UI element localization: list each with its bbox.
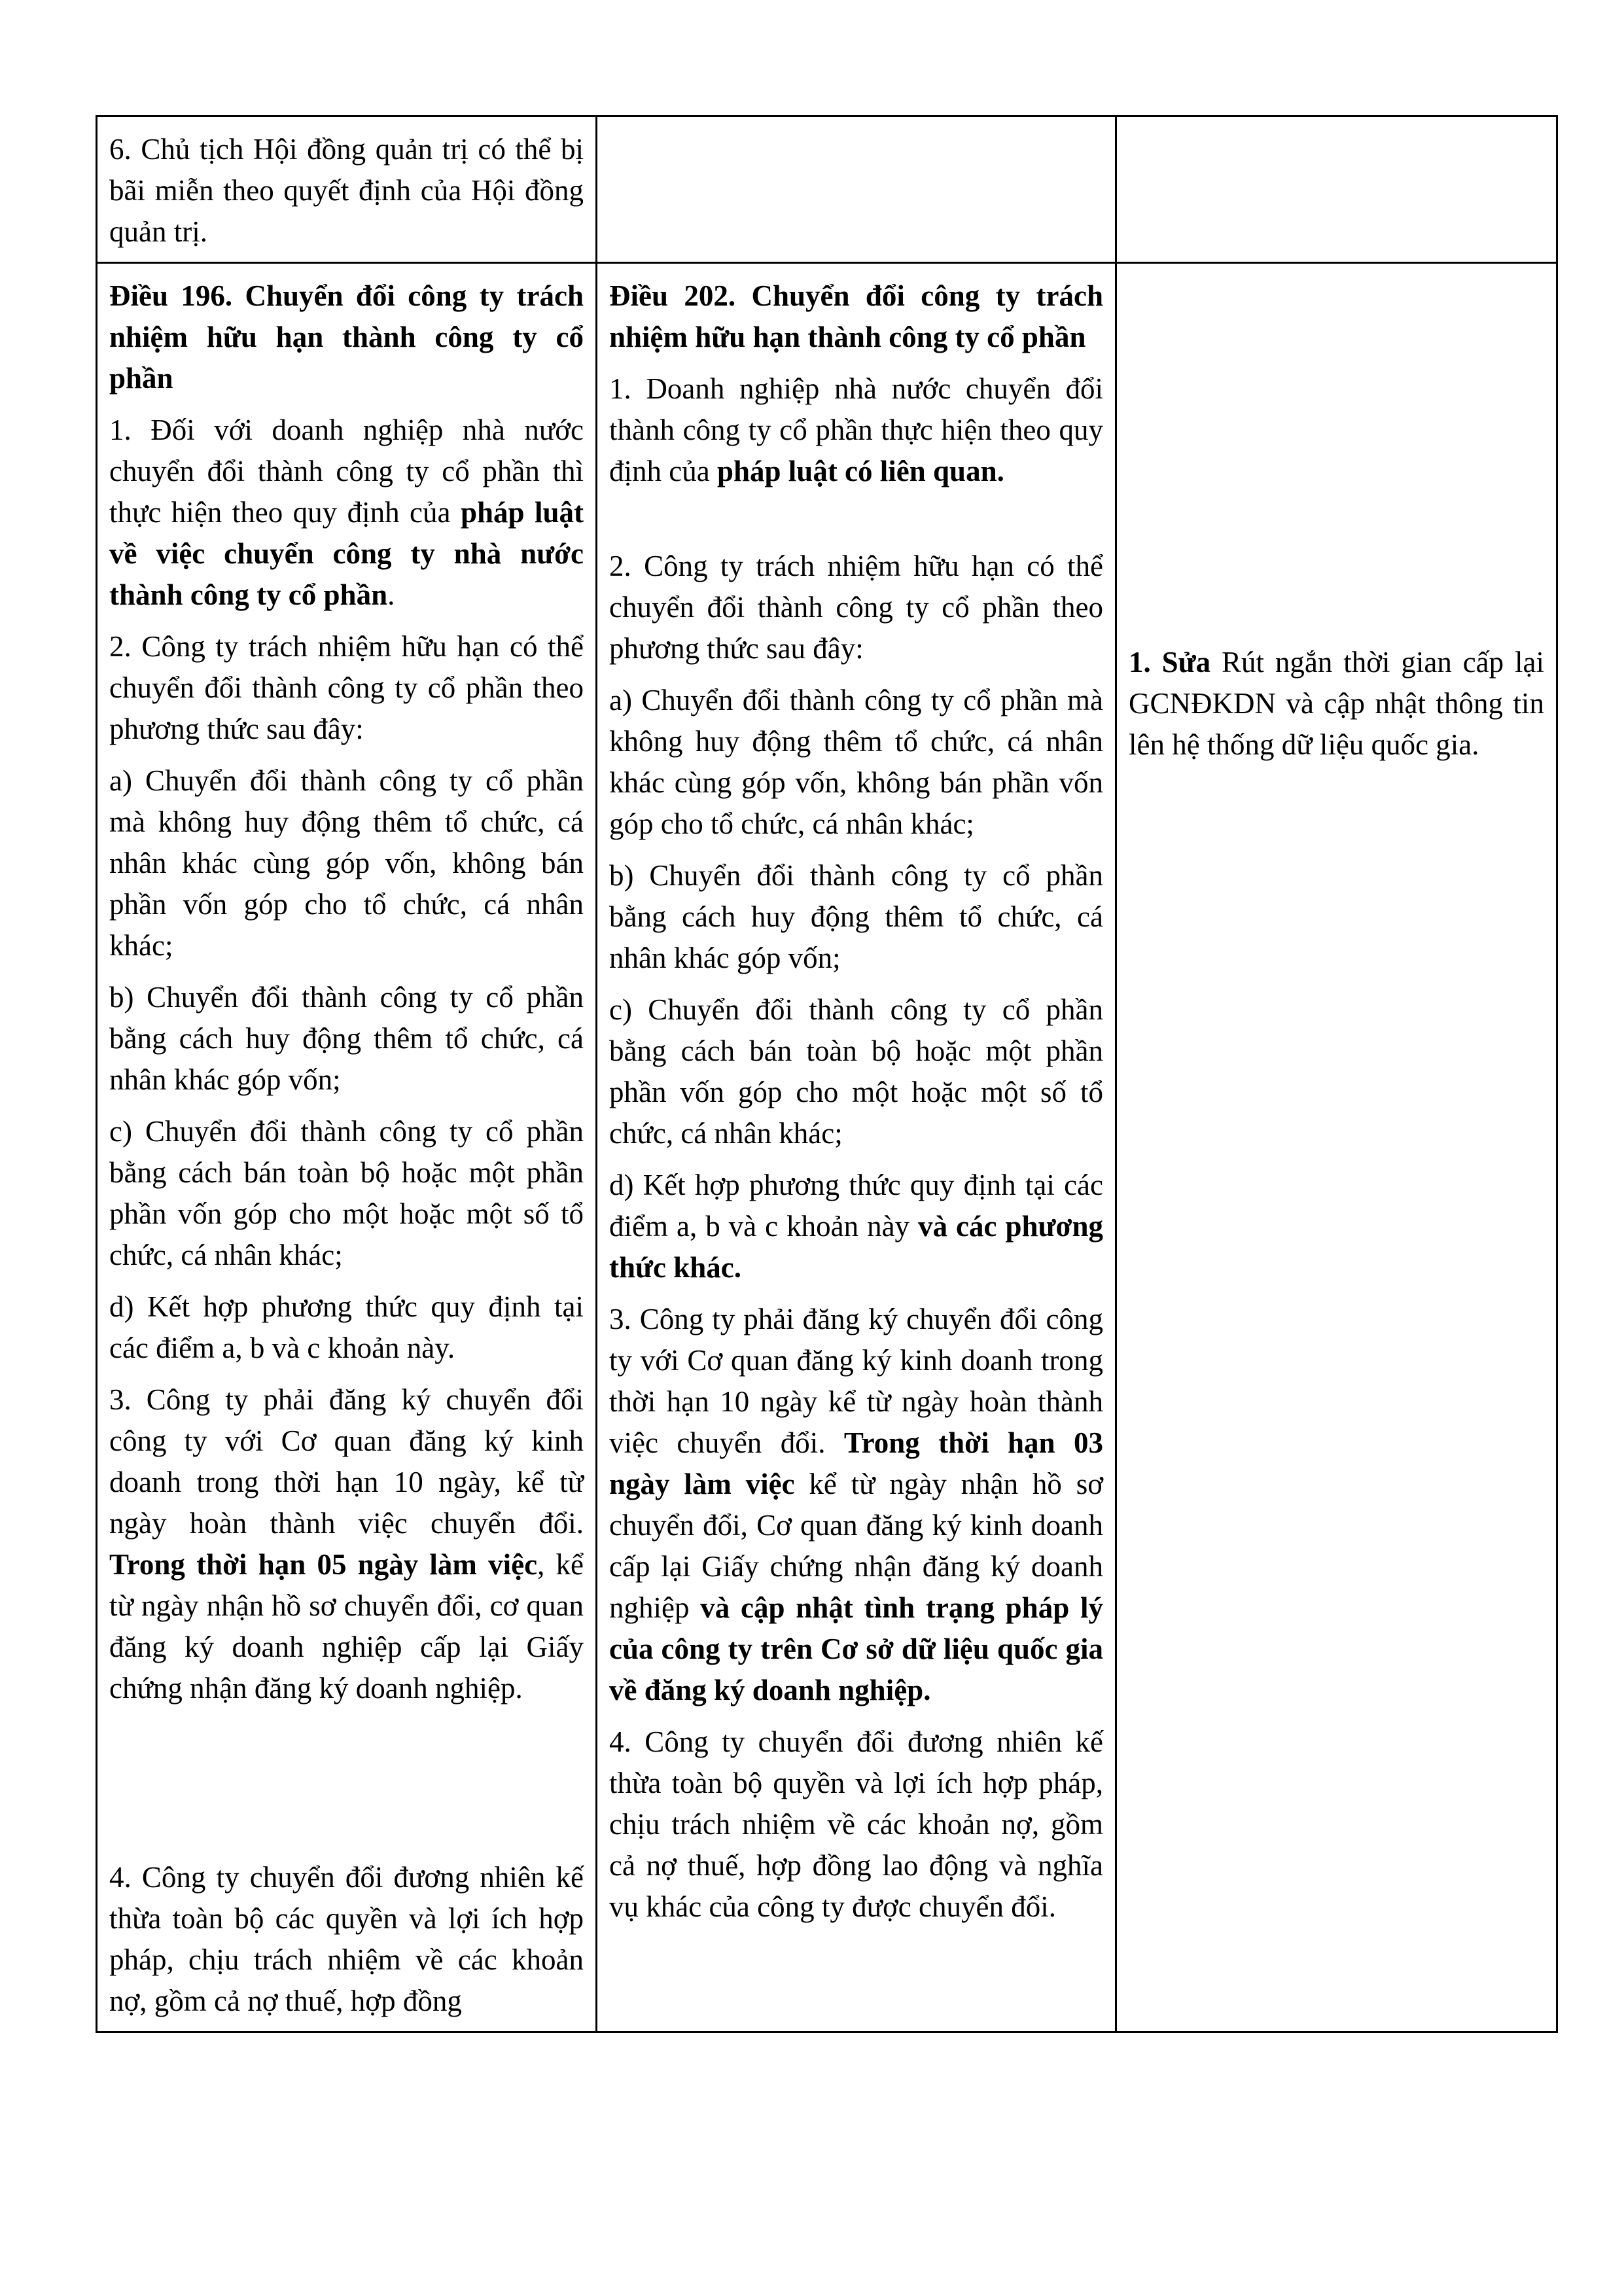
clause-3: 3. Công ty phải đăng ký chuyển đổi công ty với Cơ quan đăng ký kinh doanh trong thời hạn 10 ngày kể từ ngày hoàn thành việc chuyển đổi. Trong thời hạn 03 ngày làm việc kể từ ngày nhận hồ sơ chuyển đổi, Cơ quan đăng ký kinh doanh cấp lại Giấy chứng nhận đăng ký doanh nghiệp và cập nhật tình trạng pháp lý của công ty trên Cơ sở dữ liệu quốc gia về đăng ký doanh nghiệp. [609,1303,1104,1706]
clause-2: 2. Công ty trách nhiệm hữu hạn có thể chuyển đổi thành công ty cổ phần theo phương thức sau đây: [109,630,584,745]
clause-2b: b) Chuyển đổi thành công ty cổ phần bằng cách huy động thêm tổ chức, cá nhân khác góp vốn; [109,981,584,1096]
clause-2c: c) Chuyển đổi thành công ty cổ phần bằng cách bán toàn bộ hoặc một phần phần vốn góp cho một hoặc một số tổ chức, cá nhân khác; [109,1115,584,1271]
comment-cell [1116,263,1557,2032]
table-row [97,116,1557,263]
table-row [97,263,1557,2032]
clause-3: 3. Công ty phải đăng ký chuyển đổi công ty với Cơ quan đăng ký kinh doanh trong thời hạn 10 ngày, kể từ ngày hoàn thành việc chuyển đổi. Trong thời hạn 05 ngày làm việc, kể từ ngày nhận hồ sơ chuyển đổi, cơ quan đăng ký doanh nghiệp cấp lại Giấy chứng nhận đăng ký doanh nghiệp. [109,1383,584,1704]
old-law-cell [97,116,597,263]
new-law-cell [597,263,1116,2032]
clause-4: 4. Công ty chuyển đổi đương nhiên kế thừa toàn bộ quyền và lợi ích hợp pháp, chịu trách nhiệm về các khoản nợ, gồm cả nợ thuế, hợp đồng lao động và nghĩa vụ khác của công ty được chuyển đổi. [609,1725,1103,1923]
clause-2d: d) Kết hợp phương thức quy định tại các điểm a, b và c khoản này và các phương thức khác. [609,1169,1104,1284]
comment-cell [1116,116,1557,263]
article-heading: Điều 196. Chuyển đổi công ty trách nhiệm hữu hạn thành công ty cổ phần [109,279,584,395]
clause-2b: b) Chuyển đổi thành công ty cổ phần bằng cách huy động thêm tổ chức, cá nhân khác góp vốn; [609,859,1103,974]
comparison-table [96,115,1558,2033]
new-law-cell [597,116,1116,263]
clause-2a: a) Chuyển đổi thành công ty cổ phần mà không huy động thêm tổ chức, cá nhân khác cùng góp vốn, không bán phần vốn góp cho tổ chức, cá nhân khác; [109,764,584,962]
clause-2: 2. Công ty trách nhiệm hữu hạn có thể chuyển đổi thành công ty cổ phần theo phương thức sau đây: [609,550,1103,665]
old-clause-6: 6. Chủ tịch Hội đồng quản trị có thể bị bãi miễn theo quyết định của Hội đồng quản trị. [109,133,584,248]
amendment-note: 1. Sửa Rút ngắn thời gian cấp lại GCNĐKDN và cập nhật thông tin lên hệ thống dữ liệu quốc gia. [1129,646,1544,761]
clause-1: 1. Đối với doanh nghiệp nhà nước chuyển đổi thành công ty cổ phần thì thực hiện theo quy định của pháp luật về việc chuyển công ty nhà nước thành công ty cổ phần. [109,414,584,611]
article-heading: Điều 202. Chuyển đổi công ty trách nhiệm hữu hạn thành công ty cổ phần [609,279,1103,353]
clause-2c: c) Chuyển đổi thành công ty cổ phần bằng cách bán toàn bộ hoặc một phần phần vốn góp cho một hoặc một số tổ chức, cá nhân khác; [609,993,1103,1150]
clause-2d: d) Kết hợp phương thức quy định tại các điểm a, b và c khoản này. [109,1290,584,1364]
old-law-cell [97,263,597,2032]
clause-4: 4. Công ty chuyển đổi đương nhiên kế thừa toàn bộ các quyền và lợi ích hợp pháp, chịu trách nhiệm về các khoản nợ, gồm cả nợ thuế, hợp đồng [109,1861,584,2017]
clause-2a: a) Chuyển đổi thành công ty cổ phần mà không huy động thêm tổ chức, cá nhân khác cùng góp vốn, không bán phần vốn góp cho tổ chức, cá nhân khác; [609,684,1103,840]
clause-1: 1. Doanh nghiệp nhà nước chuyển đổi thành công ty cổ phần thực hiện theo quy định của pháp luật có liên quan. [609,372,1103,487]
